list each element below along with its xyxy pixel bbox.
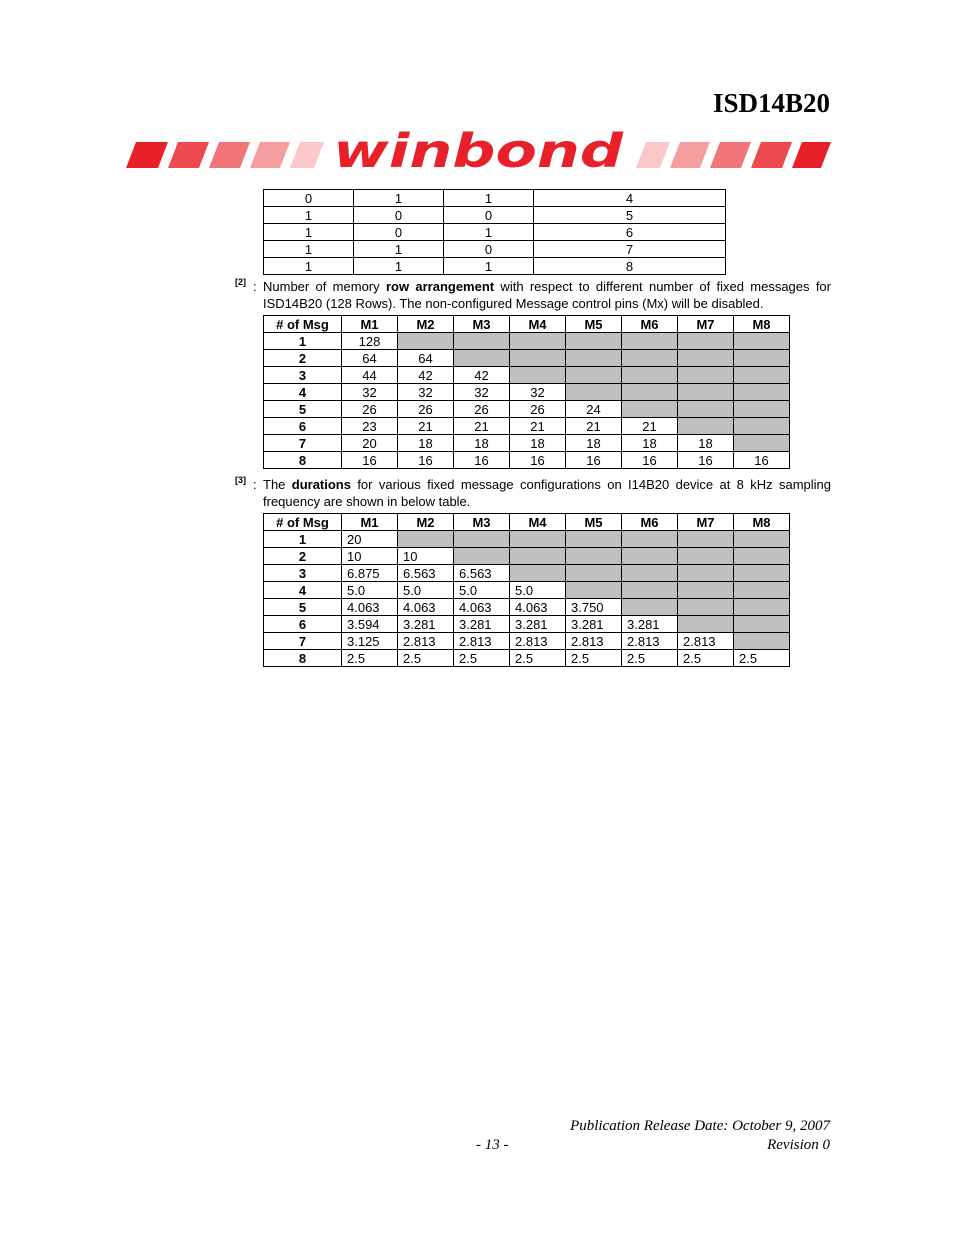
disabled-cell xyxy=(678,548,734,565)
table-cell: 10 xyxy=(398,548,454,565)
table-cell: 42 xyxy=(454,367,510,384)
table-row xyxy=(264,401,790,418)
disabled-cell xyxy=(510,548,566,565)
table-cell: 1 xyxy=(264,258,354,275)
disabled-cell xyxy=(734,548,790,565)
table-cell: 21 xyxy=(398,418,454,435)
table-row xyxy=(264,350,790,367)
revision: Revision 0 xyxy=(767,1137,830,1153)
table-cell: 0 xyxy=(354,207,444,224)
table-row xyxy=(264,435,790,452)
table-cell: 0 xyxy=(264,190,354,207)
row-header: 4 xyxy=(264,384,342,401)
disabled-cell xyxy=(510,350,566,367)
table-row xyxy=(264,418,790,435)
column-header: M6 xyxy=(622,316,678,333)
table-cell: 1 xyxy=(264,207,354,224)
table-row xyxy=(264,367,790,384)
disabled-cell xyxy=(734,401,790,418)
row-header: 8 xyxy=(264,452,342,469)
table-cell: 18 xyxy=(678,435,734,452)
disabled-cell xyxy=(510,531,566,548)
row-arrangement-table xyxy=(263,315,790,469)
table-cell: 6.563 xyxy=(454,565,510,582)
table-cell: 3.281 xyxy=(510,616,566,633)
table-cell: 5.0 xyxy=(342,582,398,599)
table-cell: 4.063 xyxy=(510,599,566,616)
disabled-cell xyxy=(566,531,622,548)
disabled-cell xyxy=(622,531,678,548)
disabled-cell xyxy=(622,565,678,582)
column-header: M1 xyxy=(342,514,398,531)
disabled-cell xyxy=(678,599,734,616)
table-cell: 32 xyxy=(398,384,454,401)
table-cell: 64 xyxy=(398,350,454,367)
table-cell: 2.5 xyxy=(622,650,678,667)
table-cell: 26 xyxy=(454,401,510,418)
disabled-cell xyxy=(566,350,622,367)
logo-text: winbond xyxy=(333,130,625,174)
table-row xyxy=(264,531,790,548)
disabled-cell xyxy=(734,616,790,633)
footnote-3: [3] : The durations for various fixed message configurations on I14B20 device at 8 kHz sampling frequency are shown in below table. xyxy=(235,476,831,510)
column-header: M1 xyxy=(342,316,398,333)
disabled-cell xyxy=(678,616,734,633)
table-cell: 32 xyxy=(510,384,566,401)
column-header: M7 xyxy=(678,514,734,531)
table-cell: 16 xyxy=(510,452,566,469)
table-cell: 21 xyxy=(454,418,510,435)
table-cell: 16 xyxy=(622,452,678,469)
table-cell: 23 xyxy=(342,418,398,435)
table-cell: 20 xyxy=(342,435,398,452)
table-cell: 24 xyxy=(566,401,622,418)
document-title: ISD14B20 xyxy=(712,88,830,118)
table-cell: 26 xyxy=(510,401,566,418)
row-header: 6 xyxy=(264,616,342,633)
table-row xyxy=(264,207,726,224)
disabled-cell xyxy=(678,582,734,599)
table-cell: 5.0 xyxy=(454,582,510,599)
table-row xyxy=(264,258,726,275)
disabled-cell xyxy=(566,333,622,350)
table-cell: 18 xyxy=(622,435,678,452)
table-cell: 0 xyxy=(444,241,534,258)
table-cell: 4.063 xyxy=(398,599,454,616)
column-header: M7 xyxy=(678,316,734,333)
column-header: M2 xyxy=(398,514,454,531)
table-cell: 2.5 xyxy=(678,650,734,667)
table-cell: 16 xyxy=(398,452,454,469)
disabled-cell xyxy=(566,565,622,582)
table-cell: 3.125 xyxy=(342,633,398,650)
table-cell: 26 xyxy=(398,401,454,418)
disabled-cell xyxy=(678,367,734,384)
disabled-cell xyxy=(734,418,790,435)
row-header: 8 xyxy=(264,650,342,667)
footnote-mark: [3] xyxy=(235,475,246,485)
table-cell: 0 xyxy=(444,207,534,224)
disabled-cell xyxy=(678,333,734,350)
disabled-cell xyxy=(454,548,510,565)
table-cell: 21 xyxy=(566,418,622,435)
publication-date: Publication Release Date: October 9, 2007 xyxy=(570,1118,830,1134)
row-header: 5 xyxy=(264,401,342,418)
table-row xyxy=(264,384,790,401)
table-cell: 2.813 xyxy=(566,633,622,650)
column-header: M3 xyxy=(454,316,510,333)
table-cell: 2.813 xyxy=(622,633,678,650)
disabled-cell xyxy=(622,333,678,350)
disabled-cell xyxy=(566,548,622,565)
row-header: 6 xyxy=(264,418,342,435)
table-cell: 4.063 xyxy=(454,599,510,616)
column-header: # of Msg xyxy=(264,514,342,531)
disabled-cell xyxy=(510,333,566,350)
table-cell: 16 xyxy=(678,452,734,469)
table-cell: 0 xyxy=(354,224,444,241)
table-cell: 2.5 xyxy=(342,650,398,667)
table-row xyxy=(264,452,790,469)
durations-table xyxy=(263,513,790,667)
row-header: 1 xyxy=(264,333,342,350)
column-header: M3 xyxy=(454,514,510,531)
table-cell: 6.875 xyxy=(342,565,398,582)
table-cell: 18 xyxy=(398,435,454,452)
disabled-cell xyxy=(510,367,566,384)
table-cell: 4.063 xyxy=(342,599,398,616)
disabled-cell xyxy=(734,350,790,367)
table-cell: 16 xyxy=(454,452,510,469)
table-cell: 21 xyxy=(510,418,566,435)
row-header: 2 xyxy=(264,350,342,367)
disabled-cell xyxy=(398,333,454,350)
config-table xyxy=(263,189,726,275)
row-header: 7 xyxy=(264,435,342,452)
table-row xyxy=(264,650,790,667)
column-header: M4 xyxy=(510,316,566,333)
disabled-cell xyxy=(734,633,790,650)
column-header: M8 xyxy=(734,316,790,333)
disabled-cell xyxy=(566,582,622,599)
disabled-cell xyxy=(678,350,734,367)
table-cell: 2.813 xyxy=(454,633,510,650)
table-cell: 32 xyxy=(454,384,510,401)
table-cell: 6.563 xyxy=(398,565,454,582)
table-cell: 1 xyxy=(444,190,534,207)
table-row xyxy=(264,633,790,650)
footnote-text: Number of memory row arrangement with respect to different number of fixed messages for ISD14B20 (128 Rows). The non-configured Message control pins (Mx) will be disabled. xyxy=(263,279,831,311)
table-cell: 3.281 xyxy=(454,616,510,633)
table-row xyxy=(264,241,726,258)
disabled-cell xyxy=(622,401,678,418)
table-cell: 7 xyxy=(534,241,726,258)
table-cell: 10 xyxy=(342,548,398,565)
table-cell: 2.813 xyxy=(678,633,734,650)
disabled-cell xyxy=(678,401,734,418)
disabled-cell xyxy=(734,333,790,350)
table-cell: 2.5 xyxy=(734,650,790,667)
disabled-cell xyxy=(454,333,510,350)
table-row xyxy=(264,565,790,582)
table-cell: 1 xyxy=(354,190,444,207)
table-cell: 16 xyxy=(734,452,790,469)
table-cell: 16 xyxy=(566,452,622,469)
table-cell: 3.594 xyxy=(342,616,398,633)
table-row xyxy=(264,616,790,633)
disabled-cell xyxy=(734,582,790,599)
row-header: 4 xyxy=(264,582,342,599)
table-cell: 16 xyxy=(342,452,398,469)
table-cell: 1 xyxy=(264,224,354,241)
table-cell: 2.813 xyxy=(398,633,454,650)
table-cell: 3.281 xyxy=(398,616,454,633)
row-header: 7 xyxy=(264,633,342,650)
table-cell: 1 xyxy=(444,224,534,241)
disabled-cell xyxy=(734,367,790,384)
row-header: 5 xyxy=(264,599,342,616)
table-cell: 2.5 xyxy=(454,650,510,667)
disabled-cell xyxy=(398,531,454,548)
table-cell: 3.281 xyxy=(566,616,622,633)
table-cell: 6 xyxy=(534,224,726,241)
winbond-logo xyxy=(126,130,831,174)
table-cell: 44 xyxy=(342,367,398,384)
column-header: M5 xyxy=(566,514,622,531)
table-cell: 3.281 xyxy=(622,616,678,633)
table-row xyxy=(264,548,790,565)
disabled-cell xyxy=(566,384,622,401)
table-cell: 1 xyxy=(354,258,444,275)
table-cell: 5 xyxy=(534,207,726,224)
disabled-cell xyxy=(510,565,566,582)
column-header: M5 xyxy=(566,316,622,333)
disabled-cell xyxy=(566,367,622,384)
table-cell: 2.813 xyxy=(510,633,566,650)
table-cell: 8 xyxy=(534,258,726,275)
table-cell: 18 xyxy=(510,435,566,452)
row-header: 3 xyxy=(264,565,342,582)
footnote-text: The durations for various fixed message configurations on I14B20 device at 8 kHz sampling frequency are shown in below table. xyxy=(263,477,832,509)
disabled-cell xyxy=(454,531,510,548)
table-cell: 128 xyxy=(342,333,398,350)
table-cell: 1 xyxy=(354,241,444,258)
column-header: M2 xyxy=(398,316,454,333)
disabled-cell xyxy=(678,531,734,548)
disabled-cell xyxy=(622,350,678,367)
disabled-cell xyxy=(622,367,678,384)
column-header: M8 xyxy=(734,514,790,531)
page-number: - 13 - xyxy=(476,1137,509,1153)
table-cell: 20 xyxy=(342,531,398,548)
table-cell: 1 xyxy=(264,241,354,258)
footnote-mark: [2] xyxy=(235,277,246,287)
table-row xyxy=(264,582,790,599)
disabled-cell xyxy=(734,384,790,401)
table-row xyxy=(264,599,790,616)
table-cell: 5.0 xyxy=(398,582,454,599)
disabled-cell xyxy=(678,384,734,401)
disabled-cell xyxy=(734,599,790,616)
disabled-cell xyxy=(622,384,678,401)
disabled-cell xyxy=(454,350,510,367)
table-cell: 26 xyxy=(342,401,398,418)
disabled-cell xyxy=(622,582,678,599)
table-cell: 42 xyxy=(398,367,454,384)
table-cell: 2.5 xyxy=(510,650,566,667)
row-header: 3 xyxy=(264,367,342,384)
table-cell: 18 xyxy=(454,435,510,452)
disabled-cell xyxy=(622,548,678,565)
disabled-cell xyxy=(734,531,790,548)
table-row xyxy=(264,333,790,350)
table-cell: 4 xyxy=(534,190,726,207)
table-cell: 18 xyxy=(566,435,622,452)
table-cell: 32 xyxy=(342,384,398,401)
table-row xyxy=(264,190,726,207)
table-cell: 5.0 xyxy=(510,582,566,599)
disabled-cell xyxy=(734,565,790,582)
column-header: # of Msg xyxy=(264,316,342,333)
table-header-row xyxy=(264,316,790,333)
disabled-cell xyxy=(678,418,734,435)
disabled-cell xyxy=(734,435,790,452)
disabled-cell xyxy=(678,565,734,582)
table-cell: 21 xyxy=(622,418,678,435)
table-cell: 2.5 xyxy=(566,650,622,667)
table-cell: 1 xyxy=(444,258,534,275)
table-header-row xyxy=(264,514,790,531)
table-cell: 2.5 xyxy=(398,650,454,667)
table-row xyxy=(264,224,726,241)
footnote-2: [2] : Number of memory row arrangement with respect to different number of fixed messages for ISD14B20 (128 Rows). The non-configured Message control pins (Mx) will be disabled. xyxy=(235,278,831,312)
row-header: 2 xyxy=(264,548,342,565)
table-cell: 3.750 xyxy=(566,599,622,616)
table-cell: 64 xyxy=(342,350,398,367)
column-header: M4 xyxy=(510,514,566,531)
column-header: M6 xyxy=(622,514,678,531)
disabled-cell xyxy=(622,599,678,616)
row-header: 1 xyxy=(264,531,342,548)
